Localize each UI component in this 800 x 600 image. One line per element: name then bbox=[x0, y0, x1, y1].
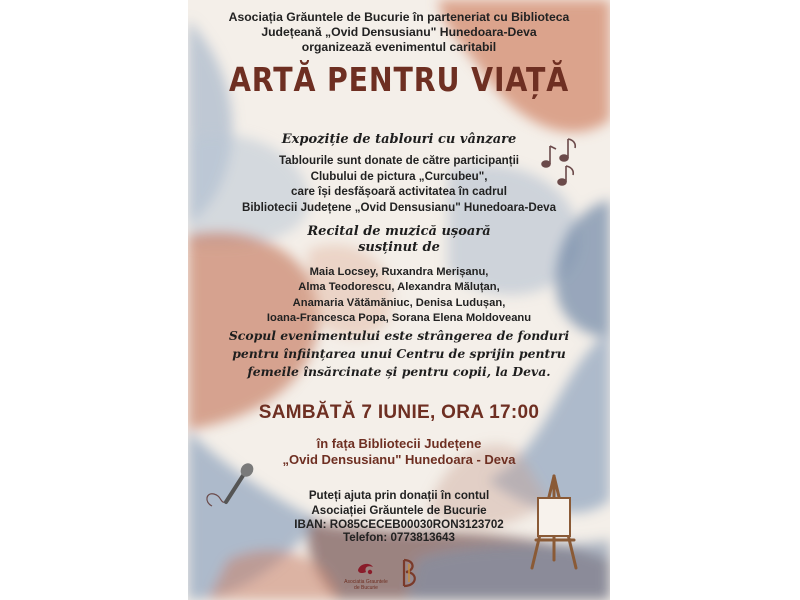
association-logo-text: Asociatia Grauntele de Bucurie bbox=[344, 579, 388, 591]
location-line-2: „Ovid Densusianu" Hunedoara - Deva bbox=[282, 452, 516, 467]
exhibition-line: Bibliotecii Județene „Ovid Densusianu" Hunedoara-Deva bbox=[241, 200, 557, 214]
music-notes-icon bbox=[540, 136, 582, 188]
association-logo-icon bbox=[354, 560, 378, 578]
event-title: ARTĂ PENTRU VIAȚĂ bbox=[228, 60, 570, 99]
performers-list bbox=[188, 265, 610, 326]
purpose-line: femeile însărcinate și pentru copii, la Deva. bbox=[247, 364, 551, 379]
exhibition-line: care își desfășoară activitatea în cadrul bbox=[291, 185, 507, 198]
header-line-1: Asociația Grăuntele de Bucurie în parteneriat cu Biblioteca bbox=[228, 10, 570, 24]
performers-line: Anamaria Vătămăniuc, Denisa Ludușan, bbox=[292, 296, 506, 309]
donation-line-1: Puteți ajuta prin donații în contul bbox=[308, 489, 490, 502]
purpose-line: Scopul evenimentului este strângerea de fonduri bbox=[228, 328, 570, 343]
iban: IBAN: RO85CECEB00030RON3123702 bbox=[294, 518, 504, 532]
location-line-1: în fața Bibliotecii Județene bbox=[316, 436, 482, 451]
exhibition-heading: Expoziție de tablouri cu vânzare bbox=[281, 132, 517, 147]
performers-line: Ioana-Francesca Popa, Sorana Elena Moldoveanu bbox=[266, 311, 532, 324]
performers-line: Maia Locsey, Ruxandra Merișanu, bbox=[309, 266, 489, 278]
purpose-line: pentru înființarea unui Centru de sprijin pentru bbox=[232, 346, 566, 361]
microphone-icon bbox=[202, 462, 258, 510]
recital-heading-line-2: susținut de bbox=[358, 240, 440, 255]
event-date: SAMBĂTĂ 7 IUNIE, ORA 17:00 bbox=[258, 402, 540, 423]
performers-line: Alma Teodorescu, Alexandra Măluțan, bbox=[298, 281, 500, 294]
donation-line-2: Asociației Grăuntele de Bucurie bbox=[311, 503, 487, 517]
library-logo-icon bbox=[400, 558, 420, 590]
exhibition-line: Tablourile sunt donate de către participanții bbox=[278, 154, 520, 167]
phone-number: Telefon: 0773813643 bbox=[343, 531, 455, 544]
event-purpose bbox=[188, 327, 610, 381]
exhibition-line: Clubului de pictura „Curcubeu", bbox=[310, 169, 488, 183]
easel-icon bbox=[524, 474, 584, 570]
recital-heading-line-1: Recital de muzică ușoară bbox=[307, 224, 491, 239]
organizer-header bbox=[188, 10, 610, 55]
header-line-2: Județeană „Ovid Densusianu" Hunedoara-Deva bbox=[261, 25, 537, 39]
recital-heading bbox=[188, 224, 610, 256]
header-line-3: organizează evenimentul caritabil bbox=[301, 40, 497, 54]
event-poster bbox=[188, 0, 610, 600]
